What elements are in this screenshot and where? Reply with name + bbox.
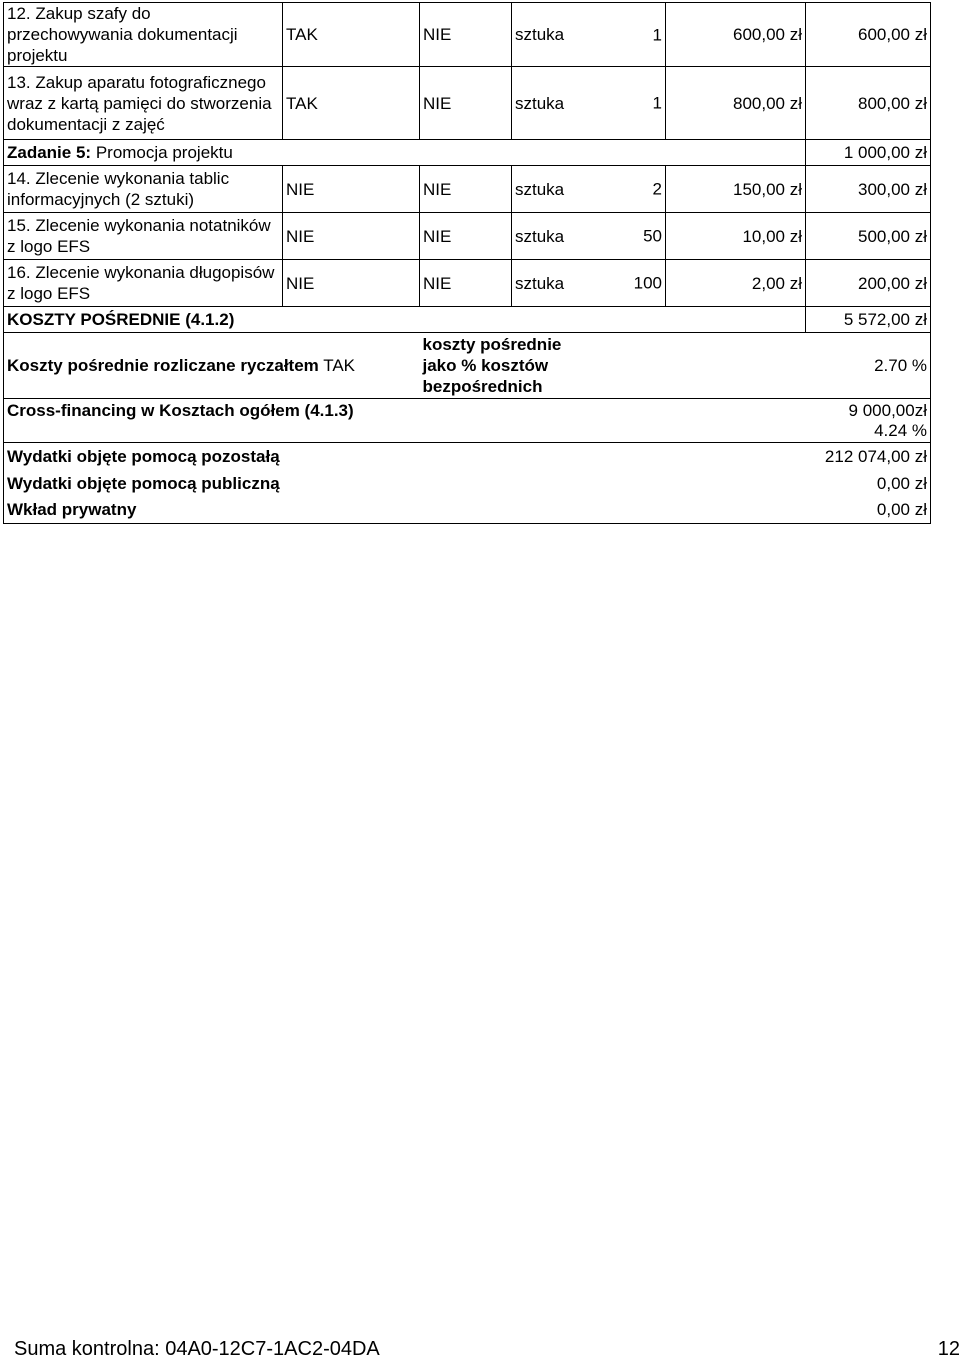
table-row — [4, 3, 931, 67]
checksum: Suma kontrolna: 04A0-12C7-1AC2-04DA — [14, 1338, 380, 1360]
cross-financing-values — [806, 399, 931, 443]
item-unit-qty — [512, 260, 666, 307]
cross-financing-row — [4, 399, 931, 443]
item-qty: 1 — [652, 25, 662, 44]
indirect-costs-total: 5 572,00 zł — [806, 307, 931, 333]
item-total: 300,00 zł — [806, 166, 931, 213]
item-flag-2: NIE — [420, 213, 512, 260]
aid-public-value: 0,00 zł — [806, 470, 931, 497]
page-number: 12 — [937, 1338, 960, 1360]
item-flag-2: NIE — [420, 3, 512, 67]
flat-rate-cell — [4, 333, 420, 399]
indirect-costs-row — [4, 307, 931, 333]
table-row — [4, 213, 931, 260]
aid-public-row — [4, 470, 931, 497]
aid-other-value: 212 074,00 zł — [806, 443, 931, 470]
item-qty: 50 — [643, 226, 662, 246]
flat-rate-row — [4, 333, 931, 399]
item-unit: sztuka — [515, 226, 565, 246]
flat-rate-pct-label — [420, 333, 806, 399]
item-total: 800,00 zł — [806, 67, 931, 140]
aid-other-row — [4, 443, 931, 470]
indirect-costs-label: KOSZTY POŚREDNIE (4.1.2) — [4, 307, 806, 333]
item-flag-1: NIE — [283, 260, 420, 307]
private-contribution-value: 0,00 zł — [806, 497, 931, 524]
item-flag-1: NIE — [283, 213, 420, 260]
item-flag-1: TAK — [283, 3, 420, 67]
task-label-bold: Zadanie 5: — [7, 143, 92, 162]
table-row — [4, 260, 931, 307]
item-name: 13. Zakup aparatu fotograficznego wraz z kartą pamięci do stworzenia dokumentacji z zajęć — [4, 67, 283, 140]
item-unit: sztuka — [515, 93, 565, 113]
task-label — [4, 140, 806, 166]
item-flag-2: NIE — [420, 67, 512, 140]
item-price: 800,00 zł — [666, 67, 806, 140]
flat-rate-pct: 2.70 % — [806, 333, 931, 399]
item-name: 16. Zlecenie wykonania długopisów z logo EFS — [4, 260, 283, 307]
item-qty: 2 — [652, 179, 662, 199]
item-total: 600,00 zł — [806, 3, 931, 67]
item-unit-qty — [512, 67, 666, 140]
item-price: 10,00 zł — [666, 213, 806, 260]
flat-rate-label: Koszty pośrednie rozliczane ryczałtem — [7, 356, 319, 375]
private-contribution-label: Wkład prywatny — [4, 497, 806, 524]
item-flag-1: NIE — [283, 166, 420, 213]
cross-financing-pct: 4.24 % — [874, 420, 927, 440]
private-contribution-row — [4, 497, 931, 524]
item-name: 15. Zlecenie wykonania notatników z logo EFS — [4, 213, 283, 260]
item-name: 14. Zlecenie wykonania tablic informacyjnych (2 sztuki) — [4, 166, 283, 213]
item-qty: 100 — [633, 273, 662, 293]
item-price: 600,00 zł — [666, 3, 806, 67]
cross-financing-amount: 9 000,00zł — [848, 400, 927, 420]
task-label-rest: Promocja projektu — [91, 143, 233, 162]
item-unit: sztuka — [515, 25, 565, 44]
item-unit-qty — [512, 213, 666, 260]
item-unit: sztuka — [515, 179, 565, 199]
item-name: 12. Zakup szafy do przechowywania dokumentacji projektu — [4, 3, 283, 67]
item-price: 150,00 zł — [666, 166, 806, 213]
task-row — [4, 140, 931, 166]
item-flag-1: TAK — [283, 67, 420, 140]
cross-financing-label: Cross-financing w Kosztach ogółem (4.1.3) — [4, 399, 806, 443]
budget-table — [3, 2, 931, 524]
item-unit-qty — [512, 166, 666, 213]
item-unit-qty — [512, 3, 666, 67]
item-total: 500,00 zł — [806, 213, 931, 260]
item-qty: 1 — [652, 93, 662, 113]
flat-rate-pct-label-text: koszty pośrednie jako % kosztów bezpośrednich — [422, 335, 562, 396]
aid-other-label: Wydatki objęte pomocą pozostałą — [4, 443, 806, 470]
item-unit: sztuka — [515, 273, 565, 293]
item-flag-2: NIE — [420, 166, 512, 213]
flat-rate-value: TAK — [323, 356, 356, 375]
table-row — [4, 166, 931, 213]
aid-public-label: Wydatki objęte pomocą publiczną — [4, 470, 806, 497]
table-row — [4, 67, 931, 140]
item-price: 2,00 zł — [666, 260, 806, 307]
item-total: 200,00 zł — [806, 260, 931, 307]
task-total: 1 000,00 zł — [806, 140, 931, 166]
item-flag-2: NIE — [420, 260, 512, 307]
